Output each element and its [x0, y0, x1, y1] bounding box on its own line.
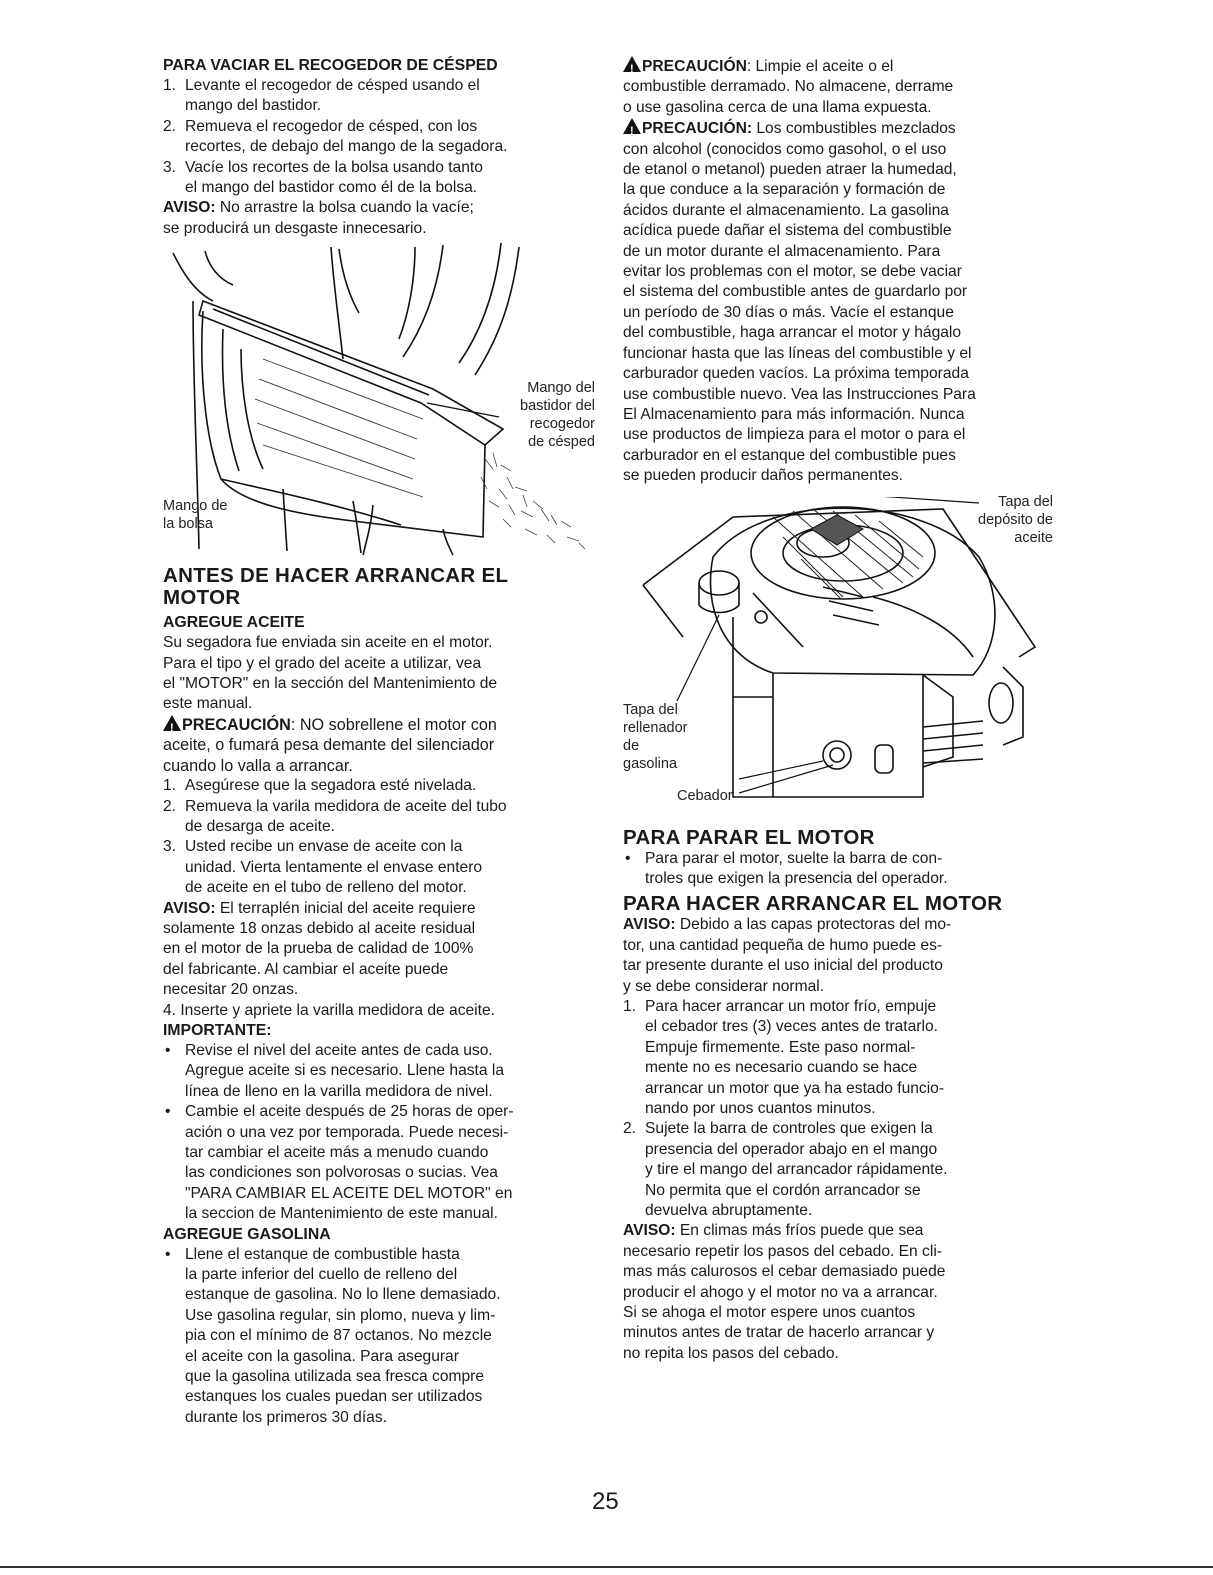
text-line: y se debe considerar normal. [623, 977, 825, 995]
text-line: la parte inferior del cuello de relleno del [185, 1266, 458, 1284]
text-line: de aceite en el tubo de relleno del motor. [185, 879, 467, 897]
list-text [185, 797, 595, 838]
text-line: con alcohol (conocidos como gasohol, o el uso [623, 140, 947, 158]
right-column [623, 56, 1053, 1364]
text-line: la que conduce a la separación y formación de [623, 181, 946, 199]
bullet-dot: • [165, 1245, 171, 1263]
text-line: que la gasolina utilizada sea fresca compre [185, 1368, 485, 1386]
text-line: Para hacer arrancar un motor frío, empuje [645, 997, 937, 1015]
list-item [163, 76, 595, 117]
text-line: de un motor durante el almacenamiento. Para [623, 242, 941, 260]
oil-step-4: 4. Inserte y apriete la varilla medidora de aceite. [163, 1001, 495, 1019]
oil-notice [163, 899, 595, 1001]
empty-bag-steps [163, 76, 595, 198]
text-line: Sujete la barra de controles que exigen la [645, 1120, 933, 1138]
text-line: no repita los pasos del cebado. [623, 1344, 839, 1362]
bullet-dot: • [165, 1103, 171, 1121]
text-line: necesario repetir los pasos del cebado. En cli- [623, 1242, 942, 1260]
text-line: Usted recibe un envase de aceite con la [185, 838, 463, 856]
text-line: la seccion de Mantenimiento de este manual. [185, 1205, 498, 1223]
text: : Limpie el aceite o el [746, 58, 894, 75]
list-number: 2. [163, 797, 177, 815]
list-text [185, 776, 595, 796]
text-line: Vacíe los recortes de la bolsa usando tanto [185, 158, 483, 176]
text-line [163, 899, 595, 919]
text-line: Remueva la varila medidora de aceite del tubo [185, 797, 507, 815]
list-text [645, 1119, 1053, 1221]
text-line: estanques los cuales puedan ser utilizados [185, 1388, 483, 1406]
text-line: Asegúrese que la segadora esté nivelada. [185, 777, 477, 795]
text-line: Agregue aceite si es necesario. Llene hasta la [185, 1062, 505, 1080]
bullet-text [185, 1102, 595, 1224]
list-number: 3. [163, 158, 177, 176]
text-line [623, 1221, 1053, 1241]
text-line: recortes, de debajo del mango de la segadora. [185, 138, 508, 156]
bullet-item [623, 849, 1053, 890]
text-line: combustible derramado. No almacene, derrame [623, 78, 954, 96]
warning-triangle-icon [623, 118, 641, 134]
text-line: mango del bastidor. [185, 97, 322, 115]
important-heading: IMPORTANTE: [163, 1021, 272, 1039]
text-line: del fabricante. Al cambiar el aceite puede [163, 960, 449, 978]
start-engine-steps [623, 997, 1053, 1221]
text-line [623, 118, 1053, 139]
text-line: ación o una vez por temporada. Puede necesi- [185, 1123, 509, 1141]
page-number: 25 [592, 1488, 619, 1515]
list-number: 1. [623, 997, 637, 1015]
text-line: producir el ahogo y el motor no va a arrancar. [623, 1283, 938, 1301]
empty-bag-notice: AVISO: No arrastre la bolsa cuando la vacíe; se producirá un desgaste innecesario. [163, 199, 474, 237]
text-line: Su segadora fue enviada sin aceite en el motor. [163, 634, 493, 652]
text-line: necesitar 20 onzas. [163, 981, 299, 999]
list-text [185, 117, 595, 158]
text-line: el sistema del combustible antes de guardarlo por [623, 283, 968, 301]
section-title-empty-bag: PARA VACIAR EL RECOGEDOR DE CÉSPED [163, 57, 498, 74]
fuel-spill-caution [623, 56, 1053, 118]
label-primer: Cebador [677, 787, 733, 804]
text-line: y tire el mango del arrancador rápidamente. [645, 1161, 948, 1179]
text-line: arrancar un motor que ya ha estado funcio- [645, 1079, 945, 1097]
bullet-text [185, 1041, 595, 1102]
list-item [623, 997, 1053, 1119]
label: AVISO: [623, 1222, 676, 1240]
text-line: se pueden producir daños permanentes. [623, 467, 904, 485]
label: AVISO: [163, 899, 216, 917]
text-line: Cambie el aceite después de 25 horas de oper- [185, 1103, 514, 1121]
text: En climas más fríos puede que sea [675, 1222, 924, 1240]
text-line: el cebador tres (3) veces antes de tratarlo. [645, 1018, 938, 1036]
text-line: tor, una cantidad pequeña de humo puede es- [623, 936, 943, 954]
bullet-dot: • [625, 849, 631, 867]
text-line: El Almacenamiento para más información. Nunca [623, 405, 965, 423]
text-line: presencia del operador abajo en el mango [645, 1140, 938, 1158]
text-line: este manual. [163, 695, 253, 713]
text-line: Si se ahoga el motor espere unos cuantos [623, 1304, 916, 1322]
add-oil-steps [163, 776, 595, 898]
list-number: 3. [163, 838, 177, 856]
text-line: las condiciones son polvorosas o sucias. Vea [185, 1164, 498, 1182]
text-line: de desarga de aceite. [185, 817, 335, 835]
list-item [163, 776, 595, 796]
start-engine-notice [623, 915, 1053, 997]
bullet-text [185, 1245, 595, 1429]
text-line: ácidos durante el almacenamiento. La gasolina [623, 201, 949, 219]
list-number: 2. [623, 1120, 637, 1138]
list-text [185, 158, 595, 199]
text-line: minutos antes de tratar de hacerlo arrancar y [623, 1324, 935, 1342]
list-text [645, 997, 1053, 1119]
section-title-stop-engine: PARA PARAR EL MOTOR [623, 825, 875, 849]
text-line: un período de 30 días o más. Vacíe el estanque [623, 303, 954, 321]
text-line: Revise el nivel del aceite antes de cada uso. [185, 1041, 493, 1059]
text-line [623, 915, 1053, 935]
list-item [163, 837, 595, 898]
text-line: evitar los problemas con el motor, se debe vaciar [623, 263, 962, 281]
list-item [163, 797, 595, 838]
add-gasoline-bullet [163, 1245, 595, 1429]
text-line: en el motor de la prueba de calidad de 100% [163, 940, 474, 958]
label: PRECAUCIÓN [642, 58, 747, 75]
text-line: Use gasolina regular, sin plomo, nueva y lim- [185, 1306, 496, 1324]
text-line: del combustible, haga arrancar el motor y hágalo [623, 324, 962, 342]
text: El terraplén inicial del aceite requiere [215, 899, 476, 917]
text-line: carburador queden vacíos. La próxima temporada [623, 365, 969, 383]
bullet-text [645, 849, 1053, 890]
text-line: funcionar hasta que las líneas del combustible y el [623, 344, 972, 362]
list-number: 2. [163, 117, 177, 135]
text-line: mente no es necesario cuando se hace [645, 1059, 918, 1077]
text-line: el aceite con la gasolina. Para asegurar [185, 1347, 459, 1365]
bottom-rule [0, 1566, 1213, 1568]
list-text [185, 837, 595, 898]
text-line: Empuje firmemente. Este paso normal- [645, 1038, 916, 1056]
text-line: tar cambiar el aceite más a menudo cuando [185, 1144, 489, 1161]
bullet-item [163, 1102, 595, 1224]
list-item [623, 1119, 1053, 1221]
text-line: Remueva el recogedor de césped, con los [185, 117, 478, 135]
text-line: estanque de gasolina. No lo llene demasiado. [185, 1286, 501, 1304]
text-line: carburador en el estanque del combustible pues [623, 446, 956, 464]
text-line: "PARA CAMBIAR EL ACEITE DEL MOTOR" en [185, 1184, 513, 1202]
subsection-add-oil: AGREGUE ACEITE [163, 614, 305, 632]
text: Debido a las capas protectoras del mo- [675, 916, 952, 934]
text-line: use productos de limpieza para el motor o para el [623, 426, 966, 444]
section-title-start-engine: PARA HACER ARRANCAR EL MOTOR [623, 892, 1003, 916]
text-line: No permita que el cordón arrancador se [645, 1181, 921, 1199]
bullet-item [163, 1245, 595, 1429]
stop-engine-bullet [623, 849, 1053, 890]
label: PRECAUCIÓN: [642, 120, 753, 138]
text-line: Para parar el motor, suelte la barra de con- [645, 849, 943, 867]
text-line: el "MOTOR" en la sección del Mantenimiento de [163, 675, 498, 693]
text-line: Levante el recogedor de césped usando el [185, 77, 480, 94]
text-line: Para el tipo y el grado del aceite a utilizar, vea [163, 654, 482, 672]
text-line: tar presente durante el uso inicial del producto [623, 957, 943, 975]
label-oil-tank-cap: Tapa del depósito de aceite [978, 493, 1053, 546]
text-line: acídica puede dañar el sistema del combustible [623, 222, 952, 240]
text-line: nando por unos cuantos minutos. [645, 1100, 876, 1117]
text: Los combustibles mezclados [752, 120, 956, 138]
list-text [185, 76, 595, 117]
list-number: 1. [163, 77, 177, 94]
text-line: pia con el mínimo de 87 octanos. No mezcle [185, 1327, 492, 1345]
warning-triangle-icon [163, 715, 181, 731]
text-line: devuelva abruptamente. [645, 1202, 813, 1220]
section-title-before-start: ANTES DE HACER ARRANCAR EL MOTOR [163, 564, 509, 610]
text-line: el mango del bastidor como él de la bolsa. [185, 179, 478, 197]
label: AVISO: [623, 916, 676, 934]
priming-notice [623, 1221, 1053, 1364]
text-line: unidad. Vierta lentamente el envase entero [185, 858, 483, 876]
label-frame-handle: Mango del bastidor del recogedor de césped [520, 380, 595, 451]
alcohol-fuel-caution [623, 118, 1053, 486]
text-line [623, 56, 1053, 77]
text-line: durante los primeros 30 días. [185, 1408, 387, 1426]
grass-catcher-illustration [163, 239, 595, 561]
text-line: de etanol o metanol) pueden atraer la humedad, [623, 161, 957, 179]
left-column [163, 56, 595, 1428]
list-item [163, 117, 595, 158]
list-number: 1. [163, 777, 177, 795]
subsection-add-gasoline: AGREGUE GASOLINA [163, 1225, 331, 1243]
bullet-item [163, 1041, 595, 1102]
text-line: línea de lleno en la varilla medidora de nivel. [185, 1082, 493, 1100]
add-oil-intro [163, 633, 595, 715]
text-line: o use gasolina cerca de una llama expuesta. [623, 98, 932, 116]
bullet-dot: • [165, 1041, 171, 1059]
important-bullets [163, 1041, 595, 1225]
text-line: solamente 18 onzas debido al aceite residual [163, 919, 476, 937]
label-fuel-fill-cap: Tapa del rellenador de gasolina [623, 701, 688, 772]
warning-triangle-icon [623, 56, 641, 72]
label-bag-handle: Mango de la bolsa [163, 498, 228, 533]
text-line: mas más calurosos el cebar demasiado puede [623, 1263, 946, 1281]
engine-illustration [623, 493, 1053, 823]
text-line: Llene el estanque de combustible hasta [185, 1245, 460, 1263]
text-line: troles que exigen la presencia del operador. [645, 869, 948, 887]
oil-caution: !PRECAUCIÓN: NO sobrellene el motor con aceite, o fumará pesa demante del silenciador cuando lo valla a arrancar. [163, 715, 595, 776]
list-item [163, 158, 595, 199]
text-line: use combustible nuevo. Vea las Instrucciones Para [623, 385, 976, 403]
